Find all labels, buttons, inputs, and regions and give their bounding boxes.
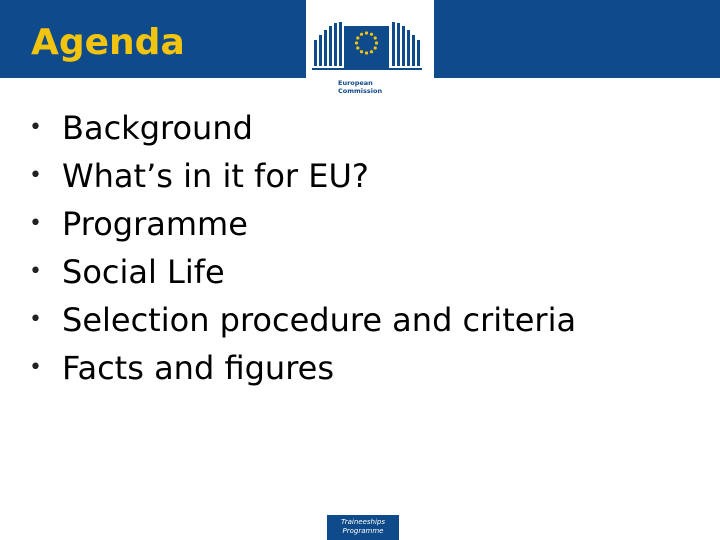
agenda-item-label: Social Life [62, 253, 225, 291]
page-title: Agenda [31, 22, 185, 63]
european-commission-logo [306, 0, 434, 104]
agenda-list [0, 104, 576, 392]
agenda-item [0, 248, 576, 296]
agenda-item-label: Selection procedure and criteria [62, 301, 577, 339]
agenda-item [0, 104, 576, 152]
agenda-item [0, 200, 576, 248]
bullet-icon: • [29, 355, 42, 380]
agenda-item [0, 296, 576, 344]
traineeships-programme-badge [327, 515, 399, 540]
agenda-item-label: What’s in it for EU? [62, 157, 369, 195]
bullet-icon: • [29, 211, 42, 236]
badge-text [327, 518, 399, 536]
logo-line-2: Commission [338, 87, 383, 95]
logo-line-1: European [338, 79, 373, 87]
agenda-item [0, 152, 576, 200]
bullet-icon: • [29, 307, 42, 332]
badge-line-2: Programme [342, 527, 384, 535]
commission-building-icon [306, 0, 434, 80]
agenda-item-label: Background [62, 109, 253, 147]
agenda-item [0, 344, 576, 392]
bullet-icon: • [29, 115, 42, 140]
agenda-item-label: Facts and figures [62, 349, 334, 387]
bullet-icon: • [29, 163, 42, 188]
agenda-item-label: Programme [62, 205, 248, 243]
badge-line-1: Traineeships [340, 518, 385, 526]
bullet-icon: • [29, 259, 42, 284]
logo-caption [338, 79, 382, 95]
